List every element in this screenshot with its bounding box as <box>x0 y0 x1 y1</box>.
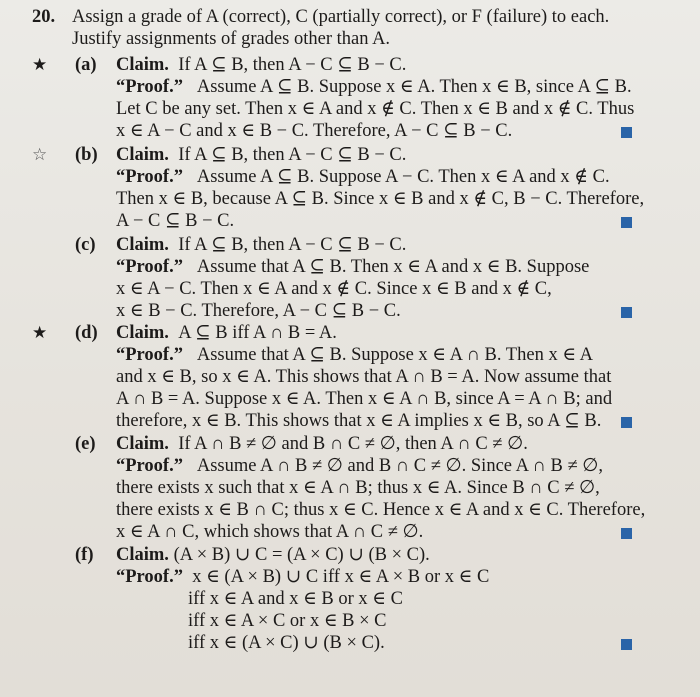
proof-text: x ∈ (A × B) ∪ C iff x ∈ A × B or x ∈ C <box>192 567 490 587</box>
exercise-label: (a) <box>75 55 97 75</box>
proof-keyword: “Proof.” <box>116 77 183 97</box>
qed-square-icon <box>621 217 632 228</box>
problem-intro-line-1: Assign a grade of A (correct), C (partially correct), or F (failure) to each. <box>72 7 610 27</box>
proof-line: iff x ∈ A × C or x ∈ B × C <box>188 611 387 631</box>
claim-keyword: Claim. <box>116 545 169 565</box>
exercise-label: (f) <box>75 545 94 565</box>
exercise-body <box>116 322 638 432</box>
exercise-label: (d) <box>75 323 98 343</box>
qed-square-icon <box>621 127 632 138</box>
qed-square-icon <box>621 639 632 650</box>
proof-text: Assume that A ⊆ B. Suppose x ∈ A ∩ B. Then x ∈ A <box>196 345 593 365</box>
proof-line: x ∈ A − C and x ∈ B − C. Therefore, A − C ⊆ B − C. <box>116 121 513 141</box>
claim-line <box>116 234 638 256</box>
proof-line <box>116 256 638 278</box>
filled-star-icon: ★ <box>32 323 48 342</box>
proof-line <box>116 344 638 366</box>
claim-line <box>116 322 638 344</box>
claim-keyword: Claim. <box>116 235 169 255</box>
proof-text: Assume A ∩ B ≠ ∅ and B ∩ C ≠ ∅. Since A ∩ B ≠ ∅, <box>196 456 604 476</box>
proof-line <box>116 166 638 188</box>
proof-text: Assume A ⊆ B. Suppose x ∈ A. Then x ∈ B, since A ⊆ B. <box>196 77 632 97</box>
claim-text: If A ⊆ B, then A − C ⊆ B − C. <box>178 145 407 165</box>
claim-line <box>116 54 638 76</box>
exercise-label: (c) <box>75 235 96 255</box>
exercise-body <box>116 54 638 142</box>
exercise-body <box>116 544 638 654</box>
claim-line <box>116 544 638 566</box>
proof-line: therefore, x ∈ B. This shows that x ∈ A implies x ∈ B, so A ⊆ B. <box>116 411 602 431</box>
claim-keyword: Claim. <box>116 55 169 75</box>
proof-keyword: “Proof.” <box>116 167 183 187</box>
proof-line: iff x ∈ A and x ∈ B or x ∈ C <box>188 589 403 609</box>
proof-line: x ∈ B − C. Therefore, A − C ⊆ B − C. <box>116 301 401 321</box>
qed-square-icon <box>621 417 632 428</box>
proof-keyword: “Proof.” <box>116 456 183 476</box>
claim-line <box>116 433 638 455</box>
proof-keyword: “Proof.” <box>116 567 183 587</box>
proof-text: Assume A ⊆ B. Suppose A − C. Then x ∈ A and x ∉ C. <box>196 167 610 187</box>
filled-star-icon: ★ <box>32 55 48 74</box>
proof-line <box>116 76 638 98</box>
proof-keyword: “Proof.” <box>116 345 183 365</box>
exercise-body <box>116 433 646 543</box>
proof-text: Assume that A ⊆ B. Then x ∈ A and x ∈ B. Suppose <box>196 257 590 277</box>
proof-line: Then x ∈ B, because A ⊆ B. Since x ∈ B and x ∉ C, B − C. Therefore, <box>116 189 645 209</box>
claim-keyword: Claim. <box>116 323 169 343</box>
proof-line: A − C ⊆ B − C. <box>116 211 235 231</box>
qed-square-icon <box>621 307 632 318</box>
claim-text: (A × B) ∪ C = (A × C) ∪ (B × C). <box>173 545 430 565</box>
exercise-label: (b) <box>75 145 98 165</box>
proof-line <box>116 566 638 588</box>
proof-line <box>116 455 638 477</box>
claim-keyword: Claim. <box>116 434 169 454</box>
outline-star-icon: ☆ <box>32 145 48 164</box>
proof-line: and x ∈ B, so x ∈ A. This shows that A ∩ B = A. Now assume that <box>116 367 612 387</box>
proof-line: A ∩ B = A. Suppose x ∈ A. Then x ∈ A ∩ B, since A = A ∩ B; and <box>116 389 613 409</box>
problem-number: 20. <box>32 7 56 27</box>
qed-square-icon <box>621 528 632 539</box>
problem-header <box>32 6 672 50</box>
proof-line: x ∈ A ∩ C, which shows that A ∩ C ≠ ∅. <box>116 522 424 542</box>
claim-text: If A ∩ B ≠ ∅ and B ∩ C ≠ ∅, then A ∩ C ≠ ∅. <box>178 434 528 454</box>
claim-keyword: Claim. <box>116 145 169 165</box>
exercise-label: (e) <box>75 434 96 454</box>
proof-line: x ∈ A − C. Then x ∈ A and x ∉ C. Since x ∈ B and x ∉ C, <box>116 279 552 299</box>
exercise-body <box>116 144 645 232</box>
exercise-body <box>116 234 638 322</box>
proof-line: Let C be any set. Then x ∈ A and x ∉ C. Then x ∈ B and x ∉ C. Thus <box>116 99 635 119</box>
proof-line: iff x ∈ (A × C) ∪ (B × C). <box>188 633 385 653</box>
problem-intro-line-2: Justify assignments of grades other than A. <box>72 29 391 49</box>
proof-line: there exists x ∈ B ∩ C; thus x ∈ C. Hence x ∈ A and x ∈ C. Therefore, <box>116 500 646 520</box>
claim-text: If A ⊆ B, then A − C ⊆ B − C. <box>178 235 407 255</box>
claim-text: A ⊆ B iff A ∩ B = A. <box>178 323 337 343</box>
claim-line <box>116 144 638 166</box>
proof-keyword: “Proof.” <box>116 257 183 277</box>
claim-text: If A ⊆ B, then A − C ⊆ B − C. <box>178 55 407 75</box>
proof-line: there exists x such that x ∈ A ∩ B; thus x ∈ A. Since B ∩ C ≠ ∅, <box>116 478 600 498</box>
